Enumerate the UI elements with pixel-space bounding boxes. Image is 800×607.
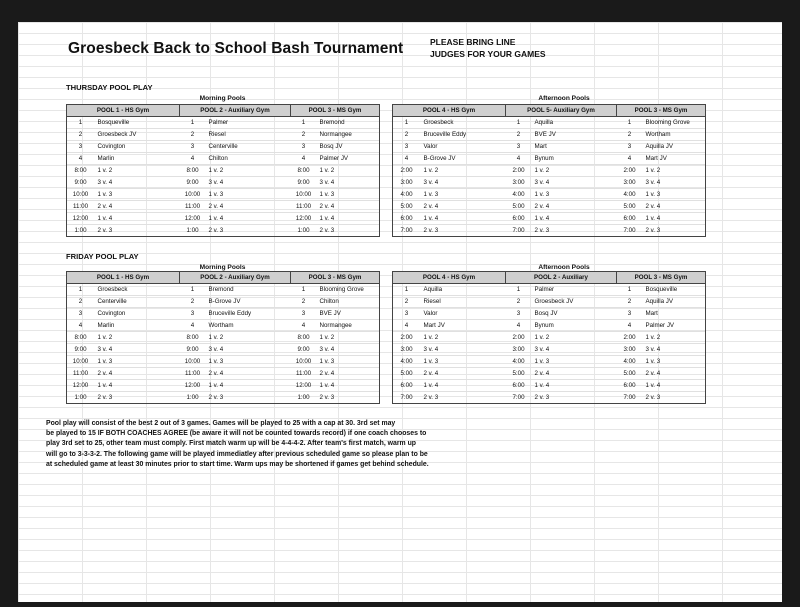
matchup: 1 v. 4 xyxy=(421,380,506,392)
team-name: Chilton xyxy=(317,296,380,308)
rules-line: at scheduled game at least 30 minutes prior to start time. Warm ups may be shortened if games get behind schedule. xyxy=(46,460,429,468)
matchup: 3 v. 4 xyxy=(206,344,291,356)
team-name: Palmer xyxy=(206,117,291,129)
seed-number: 1 xyxy=(617,117,643,129)
match-time: 9:00 xyxy=(180,177,206,189)
match-time: 1:00 xyxy=(291,225,317,237)
seed-number: 3 xyxy=(67,308,95,320)
seed-number: 4 xyxy=(393,320,421,332)
matchup: 1 v. 4 xyxy=(532,213,617,225)
team-name: Aquilla xyxy=(421,284,506,296)
pool-header: POOL 5- Auxiliary Gym xyxy=(506,105,617,117)
seed-number: 3 xyxy=(393,141,421,153)
team-name: Riesel xyxy=(206,129,291,141)
matchup: 1 v. 2 xyxy=(421,332,506,344)
matchup: 3 v. 4 xyxy=(643,177,706,189)
matchup: 2 v. 4 xyxy=(317,368,380,380)
match-time: 4:00 xyxy=(506,356,532,368)
team-name: Groesbeck xyxy=(421,117,506,129)
matchup: 1 v. 3 xyxy=(317,189,380,201)
seed-number: 3 xyxy=(617,141,643,153)
match-time: 9:00 xyxy=(291,177,317,189)
pool-table xyxy=(392,271,706,404)
match-time: 4:00 xyxy=(393,189,421,201)
team-name: Bremond xyxy=(317,117,380,129)
matchup: 1 v. 2 xyxy=(95,332,180,344)
team-name: Groesbeck JV xyxy=(95,129,180,141)
session-label-morning: Morning Pools xyxy=(199,95,246,102)
rules-line: Pool play will consist of the best 2 out of 3 games. Games will be played to 25 with a cap at 30. 3rd set may xyxy=(46,420,396,427)
pool-header: POOL 3 - MS Gym xyxy=(617,105,706,117)
rules-line: will go to 3-3-3-2. The following game will be played immediatley after previous scheduled game so please plan to be xyxy=(46,450,428,458)
matchup: 1 v. 2 xyxy=(532,165,617,177)
matchup: 1 v. 3 xyxy=(206,189,291,201)
rules-line: be played to 15 IF BOTH COACHES AGREE (be aware it will not be counted towards record) if one coach chooses to xyxy=(46,430,427,438)
match-time: 7:00 xyxy=(617,392,643,404)
team-name: Bremond xyxy=(206,284,291,296)
matchup: 1 v. 4 xyxy=(95,213,180,225)
seed-number: 1 xyxy=(393,284,421,296)
match-time: 6:00 xyxy=(393,380,421,392)
match-time: 11:00 xyxy=(180,201,206,213)
match-time: 12:00 xyxy=(180,213,206,225)
seed-number: 2 xyxy=(506,296,532,308)
seed-number: 3 xyxy=(506,308,532,320)
seed-number: 2 xyxy=(393,296,421,308)
line-judges-note: JUDGES FOR YOUR GAMES xyxy=(430,49,546,59)
team-name: Valor xyxy=(421,308,506,320)
match-time: 3:00 xyxy=(393,344,421,356)
pool-header: POOL 2 - Auxiliary Gym xyxy=(180,272,291,284)
matchup: 2 v. 4 xyxy=(317,201,380,213)
seed-number: 1 xyxy=(506,284,532,296)
match-time: 11:00 xyxy=(291,368,317,380)
seed-number: 4 xyxy=(180,153,206,165)
matchup: 2 v. 4 xyxy=(206,368,291,380)
seed-number: 1 xyxy=(180,117,206,129)
matchup: 2 v. 3 xyxy=(532,392,617,404)
match-time: 2:00 xyxy=(506,165,532,177)
match-time: 6:00 xyxy=(617,213,643,225)
matchup: 1 v. 4 xyxy=(643,213,706,225)
matchup: 2 v. 4 xyxy=(206,201,291,213)
matchup: 2 v. 4 xyxy=(643,368,706,380)
team-name: BVE JV xyxy=(317,308,380,320)
match-time: 8:00 xyxy=(291,332,317,344)
match-time: 12:00 xyxy=(67,213,95,225)
seed-number: 3 xyxy=(291,308,317,320)
team-name: Centerville xyxy=(206,141,291,153)
matchup: 3 v. 4 xyxy=(421,344,506,356)
seed-number: 4 xyxy=(67,320,95,332)
team-name: Bosqueville xyxy=(95,117,180,129)
seed-number: 4 xyxy=(617,153,643,165)
match-time: 6:00 xyxy=(506,380,532,392)
seed-number: 4 xyxy=(393,153,421,165)
team-name: Bynum xyxy=(532,153,617,165)
match-time: 4:00 xyxy=(617,189,643,201)
match-time: 4:00 xyxy=(506,189,532,201)
team-name: Mart JV xyxy=(421,320,506,332)
matchup: 1 v. 3 xyxy=(643,189,706,201)
match-time: 5:00 xyxy=(506,201,532,213)
match-time: 8:00 xyxy=(67,332,95,344)
match-time: 5:00 xyxy=(393,368,421,380)
matchup: 2 v. 3 xyxy=(532,225,617,237)
matchup: 3 v. 4 xyxy=(95,177,180,189)
matchup: 2 v. 4 xyxy=(643,201,706,213)
matchup: 1 v. 2 xyxy=(421,165,506,177)
seed-number: 4 xyxy=(506,153,532,165)
pool-header: POOL 1 - HS Gym xyxy=(67,272,180,284)
matchup: 2 v. 3 xyxy=(317,225,380,237)
team-name: Mart xyxy=(532,141,617,153)
matchup: 2 v. 3 xyxy=(643,392,706,404)
match-time: 7:00 xyxy=(506,392,532,404)
day-label-friday: FRIDAY POOL PLAY xyxy=(66,252,139,261)
team-name: Normangee xyxy=(317,129,380,141)
team-name: BVE JV xyxy=(532,129,617,141)
pool-header: POOL 3 - MS Gym xyxy=(291,272,380,284)
matchup: 2 v. 3 xyxy=(421,392,506,404)
team-name: Blooming Grove xyxy=(317,284,380,296)
seed-number: 2 xyxy=(291,296,317,308)
team-name: Centerville xyxy=(95,296,180,308)
matchup: 1 v. 3 xyxy=(206,356,291,368)
team-name: Groesbeck xyxy=(95,284,180,296)
matchup: 1 v. 2 xyxy=(317,332,380,344)
line-judges-note: PLEASE BRING LINE xyxy=(430,37,516,47)
match-time: 9:00 xyxy=(67,177,95,189)
match-time: 3:00 xyxy=(617,177,643,189)
team-name: Aquilla JV xyxy=(643,141,706,153)
team-name: Covington xyxy=(95,308,180,320)
team-name: Blooming Grove xyxy=(643,117,706,129)
team-name: Riesel xyxy=(421,296,506,308)
matchup: 3 v. 4 xyxy=(95,344,180,356)
pool-header: POOL 3 - MS Gym xyxy=(291,105,380,117)
seed-number: 3 xyxy=(180,308,206,320)
matchup: 2 v. 3 xyxy=(206,225,291,237)
session-label-morning: Morning Pools xyxy=(199,264,246,271)
matchup: 1 v. 4 xyxy=(643,380,706,392)
matchup: 1 v. 3 xyxy=(421,356,506,368)
match-time: 11:00 xyxy=(291,201,317,213)
team-name: Palmer JV xyxy=(317,153,380,165)
matchup: 1 v. 4 xyxy=(532,380,617,392)
match-time: 7:00 xyxy=(393,392,421,404)
matchup: 1 v. 4 xyxy=(317,380,380,392)
seed-number: 4 xyxy=(291,153,317,165)
matchup: 2 v. 3 xyxy=(421,225,506,237)
matchup: 1 v. 3 xyxy=(643,356,706,368)
team-name: Normangee xyxy=(317,320,380,332)
matchup: 1 v. 3 xyxy=(95,356,180,368)
match-time: 11:00 xyxy=(67,368,95,380)
matchup: 1 v. 2 xyxy=(643,165,706,177)
seed-number: 2 xyxy=(180,129,206,141)
seed-number: 2 xyxy=(393,129,421,141)
matchup: 1 v. 4 xyxy=(421,213,506,225)
session-label-afternoon: Afternoon Pools xyxy=(538,95,590,102)
seed-number: 4 xyxy=(506,320,532,332)
seed-number: 3 xyxy=(180,141,206,153)
matchup: 3 v. 4 xyxy=(532,344,617,356)
team-name: B-Grove JV xyxy=(421,153,506,165)
team-name: Bosq JV xyxy=(532,308,617,320)
pool-table xyxy=(66,271,380,404)
seed-number: 3 xyxy=(506,141,532,153)
matchup: 1 v. 3 xyxy=(95,189,180,201)
team-name: Covington xyxy=(95,141,180,153)
match-time: 11:00 xyxy=(67,201,95,213)
pool-header: POOL 4 - HS Gym xyxy=(393,105,506,117)
match-time: 5:00 xyxy=(393,201,421,213)
team-name: Aquilla xyxy=(532,117,617,129)
seed-number: 2 xyxy=(617,129,643,141)
team-name: Bynum xyxy=(532,320,617,332)
match-time: 8:00 xyxy=(180,332,206,344)
match-time: 3:00 xyxy=(506,344,532,356)
matchup: 2 v. 4 xyxy=(532,201,617,213)
matchup: 1 v. 4 xyxy=(206,380,291,392)
matchup: 1 v. 3 xyxy=(532,189,617,201)
team-name: Palmer xyxy=(532,284,617,296)
match-time: 6:00 xyxy=(506,213,532,225)
matchup: 1 v. 4 xyxy=(95,380,180,392)
seed-number: 2 xyxy=(506,129,532,141)
seed-number: 1 xyxy=(180,284,206,296)
match-time: 10:00 xyxy=(67,356,95,368)
matchup: 2 v. 4 xyxy=(95,368,180,380)
matchup: 1 v. 2 xyxy=(206,165,291,177)
matchup: 2 v. 4 xyxy=(532,368,617,380)
match-time: 2:00 xyxy=(506,332,532,344)
tournament-rules-note xyxy=(46,419,429,470)
matchup: 1 v. 2 xyxy=(95,165,180,177)
pool-header: POOL 3 - MS Gym xyxy=(617,272,706,284)
seed-number: 2 xyxy=(180,296,206,308)
seed-number: 2 xyxy=(67,129,95,141)
matchup: 1 v. 3 xyxy=(532,356,617,368)
matchup: 2 v. 4 xyxy=(95,201,180,213)
seed-number: 3 xyxy=(393,308,421,320)
pool-table xyxy=(392,104,706,237)
day-label-thursday: THURSDAY POOL PLAY xyxy=(66,83,153,92)
matchup: 3 v. 4 xyxy=(532,177,617,189)
team-name: Palmer JV xyxy=(643,320,706,332)
match-time: 6:00 xyxy=(617,380,643,392)
match-time: 1:00 xyxy=(180,392,206,404)
seed-number: 1 xyxy=(67,117,95,129)
team-name: Valor xyxy=(421,141,506,153)
matchup: 2 v. 3 xyxy=(95,225,180,237)
team-name: Wortham xyxy=(643,129,706,141)
match-time: 9:00 xyxy=(67,344,95,356)
session-label-afternoon: Afternoon Pools xyxy=(538,264,590,271)
matchup: 1 v. 3 xyxy=(421,189,506,201)
seed-number: 2 xyxy=(291,129,317,141)
matchup: 2 v. 3 xyxy=(317,392,380,404)
team-name: Marlin xyxy=(95,153,180,165)
match-time: 12:00 xyxy=(180,380,206,392)
match-time: 9:00 xyxy=(180,344,206,356)
match-time: 10:00 xyxy=(291,189,317,201)
match-time: 11:00 xyxy=(180,368,206,380)
match-time: 5:00 xyxy=(617,201,643,213)
team-name: Marlin xyxy=(95,320,180,332)
match-time: 7:00 xyxy=(393,225,421,237)
matchup: 1 v. 4 xyxy=(206,213,291,225)
match-time: 10:00 xyxy=(291,356,317,368)
seed-number: 4 xyxy=(617,320,643,332)
match-time: 7:00 xyxy=(617,225,643,237)
seed-number: 2 xyxy=(67,296,95,308)
matchup: 1 v. 2 xyxy=(206,332,291,344)
match-time: 8:00 xyxy=(291,165,317,177)
pool-table xyxy=(66,104,380,237)
match-time: 10:00 xyxy=(180,356,206,368)
seed-number: 3 xyxy=(617,308,643,320)
match-time: 2:00 xyxy=(393,332,421,344)
team-name: Chilton xyxy=(206,153,291,165)
match-time: 2:00 xyxy=(617,332,643,344)
pool-header: POOL 2 - Auxiliary xyxy=(506,272,617,284)
seed-number: 1 xyxy=(506,117,532,129)
matchup: 3 v. 4 xyxy=(317,344,380,356)
matchup: 1 v. 3 xyxy=(317,356,380,368)
match-time: 7:00 xyxy=(506,225,532,237)
seed-number: 4 xyxy=(291,320,317,332)
matchup: 1 v. 2 xyxy=(643,332,706,344)
seed-number: 3 xyxy=(67,141,95,153)
match-time: 10:00 xyxy=(67,189,95,201)
matchup: 1 v. 4 xyxy=(317,213,380,225)
match-time: 3:00 xyxy=(506,177,532,189)
pool-header: POOL 1 - HS Gym xyxy=(67,105,180,117)
match-time: 2:00 xyxy=(393,165,421,177)
match-time: 3:00 xyxy=(617,344,643,356)
match-time: 10:00 xyxy=(180,189,206,201)
match-time: 12:00 xyxy=(67,380,95,392)
matchup: 3 v. 4 xyxy=(643,344,706,356)
seed-number: 3 xyxy=(291,141,317,153)
match-time: 12:00 xyxy=(291,213,317,225)
matchup: 1 v. 2 xyxy=(317,165,380,177)
seed-number: 1 xyxy=(67,284,95,296)
rules-line: play 3rd set to 25, other team must comply. First match warm up will be 4-4-4-2. After team's first match, warm up xyxy=(46,440,417,448)
matchup: 1 v. 2 xyxy=(532,332,617,344)
match-time: 5:00 xyxy=(617,368,643,380)
seed-number: 1 xyxy=(617,284,643,296)
seed-number: 2 xyxy=(617,296,643,308)
seed-number: 1 xyxy=(291,117,317,129)
match-time: 6:00 xyxy=(393,213,421,225)
match-time: 4:00 xyxy=(617,356,643,368)
match-time: 8:00 xyxy=(180,165,206,177)
match-time: 1:00 xyxy=(291,392,317,404)
match-time: 5:00 xyxy=(506,368,532,380)
matchup: 3 v. 4 xyxy=(421,177,506,189)
team-name: Aquilla JV xyxy=(643,296,706,308)
match-time: 4:00 xyxy=(393,356,421,368)
seed-number: 4 xyxy=(67,153,95,165)
match-time: 1:00 xyxy=(180,225,206,237)
match-time: 12:00 xyxy=(291,380,317,392)
matchup: 2 v. 4 xyxy=(421,201,506,213)
match-time: 1:00 xyxy=(67,392,95,404)
match-time: 8:00 xyxy=(67,165,95,177)
team-name: Groesbeck JV xyxy=(532,296,617,308)
team-name: Wortham xyxy=(206,320,291,332)
seed-number: 4 xyxy=(180,320,206,332)
pool-header: POOL 4 - HS Gym xyxy=(393,272,506,284)
team-name: Bosqueville xyxy=(643,284,706,296)
matchup: 2 v. 3 xyxy=(95,392,180,404)
team-name: Bruceville Eddy xyxy=(421,129,506,141)
page-title: Groesbeck Back to School Bash Tournament xyxy=(68,40,404,57)
match-time: 2:00 xyxy=(617,165,643,177)
match-time: 1:00 xyxy=(67,225,95,237)
team-name: Mart xyxy=(643,308,706,320)
pool-header: POOL 2 - Auxiliary Gym xyxy=(180,105,291,117)
matchup: 2 v. 4 xyxy=(421,368,506,380)
seed-number: 1 xyxy=(291,284,317,296)
seed-number: 1 xyxy=(393,117,421,129)
matchup: 3 v. 4 xyxy=(317,177,380,189)
team-name: Bruceville Eddy xyxy=(206,308,291,320)
team-name: B-Grove JV xyxy=(206,296,291,308)
matchup: 2 v. 3 xyxy=(643,225,706,237)
matchup: 2 v. 3 xyxy=(206,392,291,404)
match-time: 3:00 xyxy=(393,177,421,189)
matchup: 3 v. 4 xyxy=(206,177,291,189)
match-time: 9:00 xyxy=(291,344,317,356)
team-name: Mart JV xyxy=(643,153,706,165)
team-name: Bosq JV xyxy=(317,141,380,153)
